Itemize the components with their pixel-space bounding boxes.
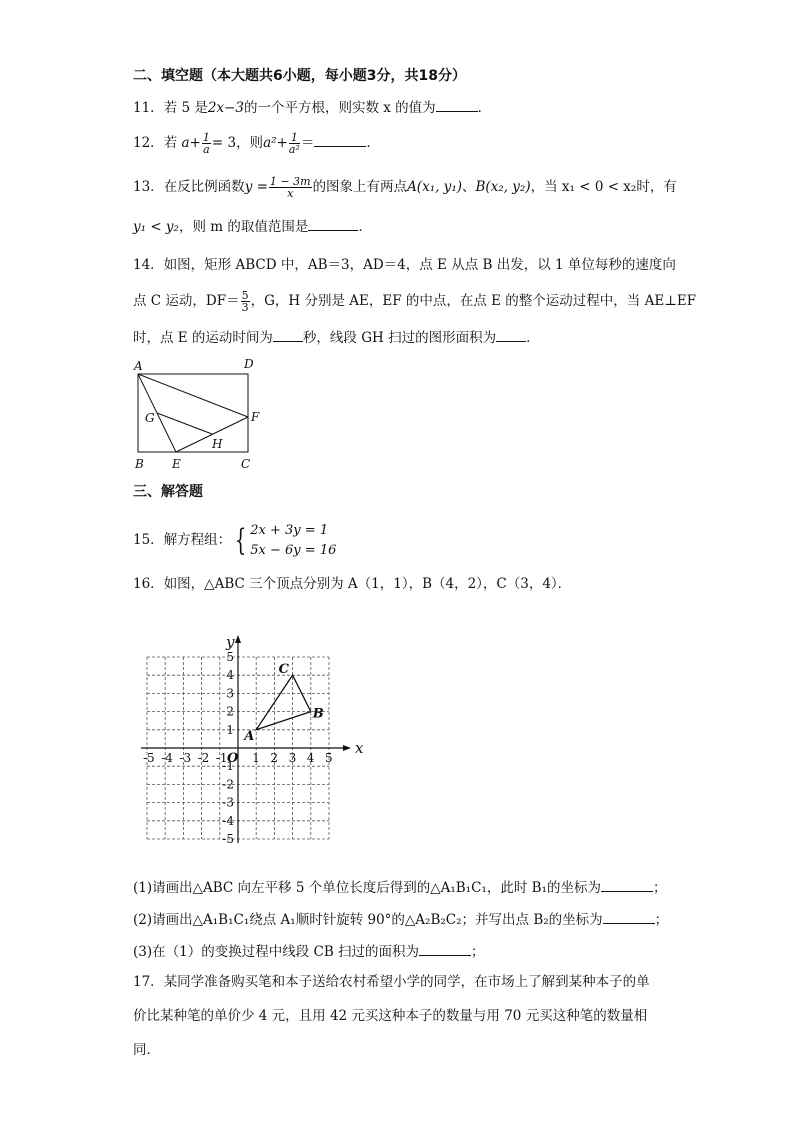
origin-label: O bbox=[227, 751, 239, 766]
question-text: 若 bbox=[163, 135, 178, 151]
triangle-abc bbox=[256, 675, 311, 730]
y-tick-label: -5 bbox=[222, 832, 234, 846]
question-14-line-2 bbox=[133, 290, 696, 313]
question-text: ，则 m 的取值范围是 bbox=[178, 219, 309, 235]
y-tick-label: -4 bbox=[222, 813, 234, 828]
y-axis-label: y bbox=[226, 633, 235, 651]
math-expression: y = bbox=[244, 179, 268, 195]
fraction-numerator: 1 bbox=[202, 131, 210, 144]
question-text: 的一个平方根，则实数 x 的值为 bbox=[243, 100, 436, 116]
question-13-line-2: y₁ < y₂，则 m 的取值范围是 ． bbox=[133, 219, 372, 235]
label-h: H bbox=[212, 437, 223, 451]
question-text: 点 C 运动，DF＝ bbox=[133, 293, 240, 309]
math-var: a bbox=[181, 135, 190, 151]
y-tick-label: 5 bbox=[226, 650, 234, 664]
x-tick-label: -3 bbox=[179, 751, 192, 765]
y-tick-label: 3 bbox=[226, 686, 234, 701]
section-title-fill-blank: 二、填空题（本大题共6小题，每小题3分，共18分） bbox=[133, 68, 466, 84]
question-text: 如图，△ABC 三个顶点分别为 A（1，1），B（4，2），C（3，4）． bbox=[163, 576, 572, 592]
label-a: A bbox=[134, 359, 143, 373]
math-var: a² bbox=[263, 135, 277, 151]
fraction bbox=[241, 290, 250, 313]
equation-2: 5x − 6y = 16 bbox=[250, 542, 337, 558]
question-text: 的图象上有两点 bbox=[312, 179, 408, 195]
point-c-label: C bbox=[278, 662, 289, 678]
answer-blank[interactable] bbox=[314, 134, 366, 147]
answer-blank[interactable] bbox=[603, 911, 655, 924]
label-c: C bbox=[241, 457, 251, 471]
label-d: D bbox=[244, 357, 254, 371]
fraction bbox=[289, 132, 300, 155]
question-text: 在反比例函数 bbox=[163, 179, 245, 195]
answer-blank[interactable] bbox=[436, 99, 478, 112]
question-text: ，则 bbox=[236, 135, 264, 151]
question-text: (3)在（1）的变换过程中线段 CB 扫过的面积为 bbox=[133, 944, 420, 960]
x-tick-label: 1 bbox=[252, 751, 260, 765]
question-number: 17． bbox=[133, 974, 164, 990]
question-text: ，当 x₁ < 0 < x₂时，有 bbox=[530, 179, 677, 195]
question-text: 某同学准备购买笔和本子送给农村希望小学的同学，在市场上了解到某种本子的单 bbox=[163, 974, 650, 990]
question-text: 价比某种笔的单价少 4 元，且用 42 元买这种本子的数量与用 70 元买这种笔的数量相 bbox=[133, 1008, 648, 1024]
x-tick-label: -1 bbox=[215, 751, 228, 765]
question-text: 解方程组： bbox=[163, 532, 232, 548]
answer-blank[interactable] bbox=[419, 943, 471, 956]
x-tick-label: 5 bbox=[325, 751, 333, 765]
fraction-denominator: a bbox=[203, 143, 210, 156]
point-b-label: B bbox=[312, 706, 324, 722]
question-number: 15． bbox=[133, 532, 164, 548]
question-number: 12． bbox=[133, 135, 164, 151]
question-text: 秒，线段 GH 扫过的图形面积为 bbox=[302, 330, 497, 346]
question-17-line-2 bbox=[133, 1006, 647, 1026]
math-point: A(x₁, y₁) bbox=[407, 179, 462, 195]
x-tick-label: -5 bbox=[143, 751, 155, 765]
question-13-line-1 bbox=[133, 176, 677, 199]
label-e: E bbox=[172, 457, 181, 471]
question-text: 时，点 E 的运动时间为 bbox=[133, 330, 273, 346]
question-text: ，G，H 分别是 AE，EF 的中点，在点 E 的整个运动过程中，当 AE⊥EF bbox=[250, 293, 697, 309]
question-text: 若 5 是 bbox=[163, 100, 208, 116]
question-text: 、 bbox=[462, 179, 476, 195]
fraction-denominator: a² bbox=[288, 143, 300, 156]
question-text: (1)请画出△ABC 向左平移 5 个单位长度后得到的△A₁B₁C₁，此时 B₁的坐标为 bbox=[133, 880, 601, 896]
fraction-denominator: 3 bbox=[241, 301, 249, 314]
question-number: 16． bbox=[133, 576, 164, 592]
question-12: 12．若 a+ $\frac{1}{a}$ = 3，则a²+ $\frac{1}{\text{a²}}$ ＝ ． bbox=[133, 131, 380, 156]
fraction bbox=[269, 176, 312, 199]
fraction-numerator: 1 bbox=[290, 131, 298, 144]
x-axis-label: x bbox=[355, 739, 364, 757]
x-axis-arrow-icon bbox=[343, 745, 351, 751]
answer-blank[interactable] bbox=[601, 879, 653, 892]
equation-system bbox=[250, 521, 336, 561]
question-text: ； bbox=[652, 880, 667, 896]
question-number: 14． bbox=[133, 257, 164, 273]
question-16-part-2 bbox=[133, 910, 668, 930]
question-16 bbox=[133, 574, 571, 594]
y-tick-label: 2 bbox=[226, 704, 234, 719]
y-tick-label: 4 bbox=[226, 668, 234, 683]
x-tick-label: -4 bbox=[161, 751, 173, 765]
rectangle-figure bbox=[128, 354, 268, 476]
x-tick-label: -2 bbox=[197, 751, 210, 765]
y-tick-label: -1 bbox=[222, 759, 234, 774]
x-tick-label: 3 bbox=[288, 751, 297, 765]
math-expression: y₁ < y₂ bbox=[133, 219, 179, 235]
math-op: ＝ bbox=[300, 135, 315, 151]
math-point: B(x₂, y₂) bbox=[475, 179, 531, 195]
x-tick-label: 2 bbox=[270, 751, 279, 765]
y-tick-label: -2 bbox=[222, 777, 234, 792]
question-14-line-3 bbox=[133, 328, 540, 348]
answer-blank[interactable] bbox=[308, 218, 358, 231]
label-b: B bbox=[135, 457, 144, 471]
y-tick-label: -3 bbox=[222, 795, 234, 810]
point-a-label: A bbox=[244, 728, 255, 744]
answer-blank[interactable] bbox=[273, 329, 303, 342]
fraction-numerator: 5 bbox=[241, 289, 249, 302]
fraction bbox=[202, 132, 211, 155]
answer-blank[interactable] bbox=[496, 329, 526, 342]
question-16-part-1 bbox=[133, 878, 666, 898]
question-14-line-1 bbox=[133, 255, 676, 275]
fraction-numerator: 1 − 3m bbox=[269, 175, 311, 188]
question-15 bbox=[133, 520, 336, 561]
question-text: 同． bbox=[133, 1042, 160, 1058]
question-text: 如图，矩形 ABCD 中，AB＝3，AD＝4，点 E 从点 B 出发，以 1 单位每秒的速度向 bbox=[163, 257, 676, 273]
math-op: = 3 bbox=[211, 135, 237, 151]
system-brace: { bbox=[235, 522, 247, 558]
question-number: 13． bbox=[133, 179, 164, 195]
label-g: G bbox=[145, 411, 155, 425]
question-11: 11．若 5 是2x−3的一个平方根，则实数 x 的值为 ． bbox=[133, 100, 492, 116]
coordinate-grid bbox=[128, 628, 378, 864]
question-text: (2)请画出△A₁B₁C₁绕点 A₁顺时针旋转 90°的△A₂B₂C₂；并写出点 B₂的坐标为 bbox=[133, 912, 603, 928]
section-title-solve: 三、解答题 bbox=[133, 484, 203, 500]
question-text: ； bbox=[471, 944, 485, 960]
y-axis-arrow-icon bbox=[235, 635, 241, 643]
math-expression: 2x−3 bbox=[207, 100, 244, 116]
equation-1: 2x + 3y = 1 bbox=[250, 522, 329, 538]
x-tick-label: 4 bbox=[306, 751, 315, 765]
question-17-line-1 bbox=[133, 972, 650, 992]
question-16-part-3 bbox=[133, 942, 485, 962]
question-text: ． bbox=[526, 330, 540, 346]
question-number: 11． bbox=[133, 100, 164, 116]
question-17-line-3 bbox=[133, 1040, 160, 1060]
label-f: F bbox=[251, 410, 260, 424]
math-op: + bbox=[189, 135, 201, 151]
y-tick-label: 1 bbox=[226, 722, 234, 737]
fraction-denominator: x bbox=[287, 187, 294, 200]
question-text: ； bbox=[654, 912, 669, 928]
